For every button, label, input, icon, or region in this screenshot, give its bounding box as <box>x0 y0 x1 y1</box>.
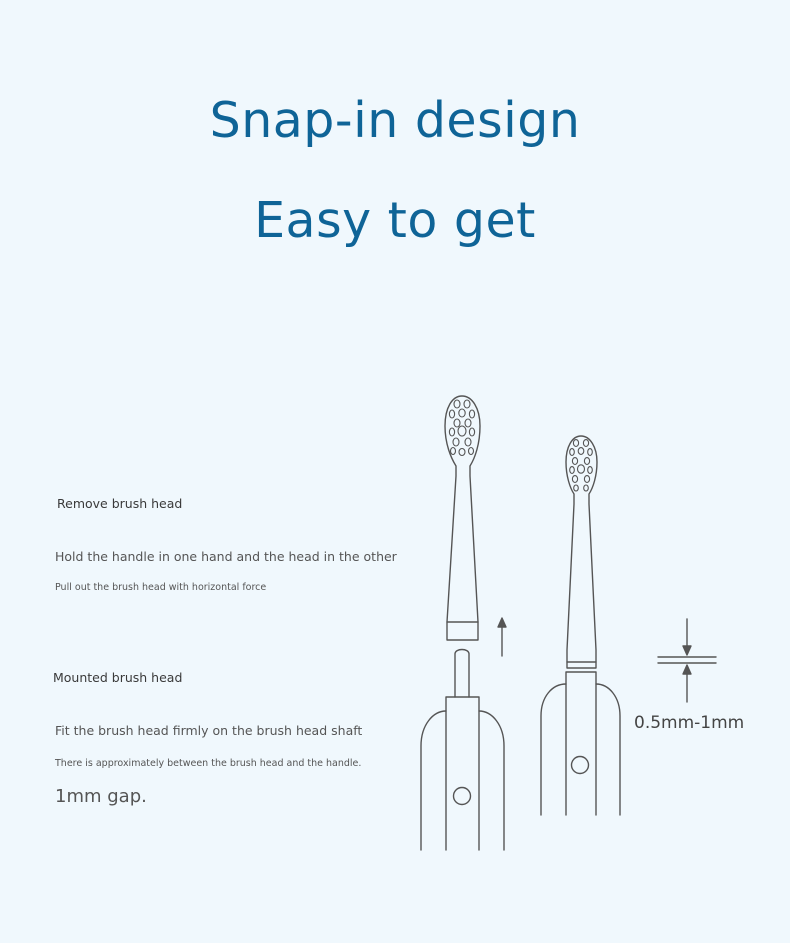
pull-up-arrow-icon <box>498 618 506 656</box>
headline-snap-in: Snap-in design <box>209 92 581 149</box>
mounted-gap-note: 1mm gap. <box>55 786 147 807</box>
mounted-step-1: Fit the brush head firmly on the brush head shaft <box>55 723 363 738</box>
detached-brush-head <box>445 396 480 640</box>
gap-indicator <box>658 619 716 702</box>
mounted-heading: Mounted brush head <box>53 670 183 685</box>
mounted-step-2: There is approximately between the brush head and the handle. <box>55 758 362 769</box>
remove-step-1: Hold the handle in one hand and the head in the other <box>55 549 397 564</box>
power-button-right <box>572 757 589 774</box>
mounted-brush <box>541 436 620 815</box>
gap-measurement-label: 0.5mm-1mm <box>634 713 745 733</box>
headline-easy: Easy to get <box>254 192 536 249</box>
bristle-tufts-left <box>449 400 474 456</box>
remove-step-2: Pull out the brush head with horizontal force <box>55 582 267 593</box>
bristle-tufts-right <box>570 440 593 491</box>
handle-with-shaft <box>421 650 504 851</box>
power-button-left <box>454 788 471 805</box>
remove-heading: Remove brush head <box>57 496 183 511</box>
